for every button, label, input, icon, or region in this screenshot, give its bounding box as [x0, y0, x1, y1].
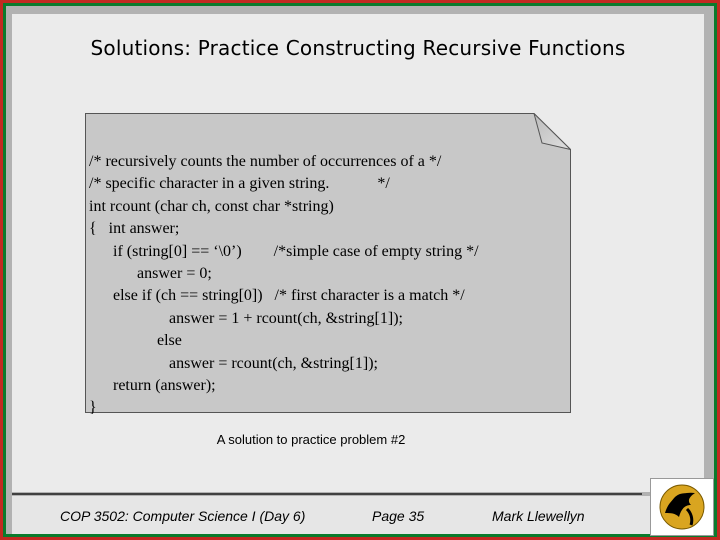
- code-block: [89, 151, 479, 420]
- slide-footer: [12, 496, 652, 534]
- code-line: }: [89, 399, 97, 417]
- slide-caption: A solution to practice problem #2: [216, 432, 406, 447]
- slide-content: [12, 14, 704, 492]
- code-line: answer = 0;: [89, 265, 212, 283]
- code-line: { int answer;: [89, 220, 180, 238]
- slide-title: Solutions: Practice Constructing Recursive Functions: [90, 36, 626, 60]
- footer-page-number: Page 35: [372, 508, 425, 524]
- code-line: if (string[0] == ‘\0’) /*simple case of empty string */: [89, 242, 479, 260]
- code-line: else if (ch == string[0]) /* first character is a match */: [89, 287, 465, 305]
- code-line: int rcount (char ch, const char *string): [89, 197, 334, 215]
- code-line: else: [89, 332, 182, 350]
- footer-divider: [12, 493, 642, 495]
- code-line: return (answer);: [89, 377, 216, 395]
- code-note: [85, 113, 571, 417]
- code-line: /* recursively counts the number of occurrences of a */: [89, 153, 442, 170]
- code-line: answer = rcount(ch, &string[1]);: [89, 354, 378, 372]
- footer-author: Mark Llewellyn: [492, 508, 585, 524]
- footer-course: COP 3502: Computer Science I (Day 6): [60, 508, 306, 524]
- code-line: /* specific character in a given string. */: [89, 175, 390, 193]
- code-line: answer = 1 + rcount(ch, &string[1]);: [89, 309, 403, 327]
- ucf-pegasus-logo-icon: [650, 478, 714, 536]
